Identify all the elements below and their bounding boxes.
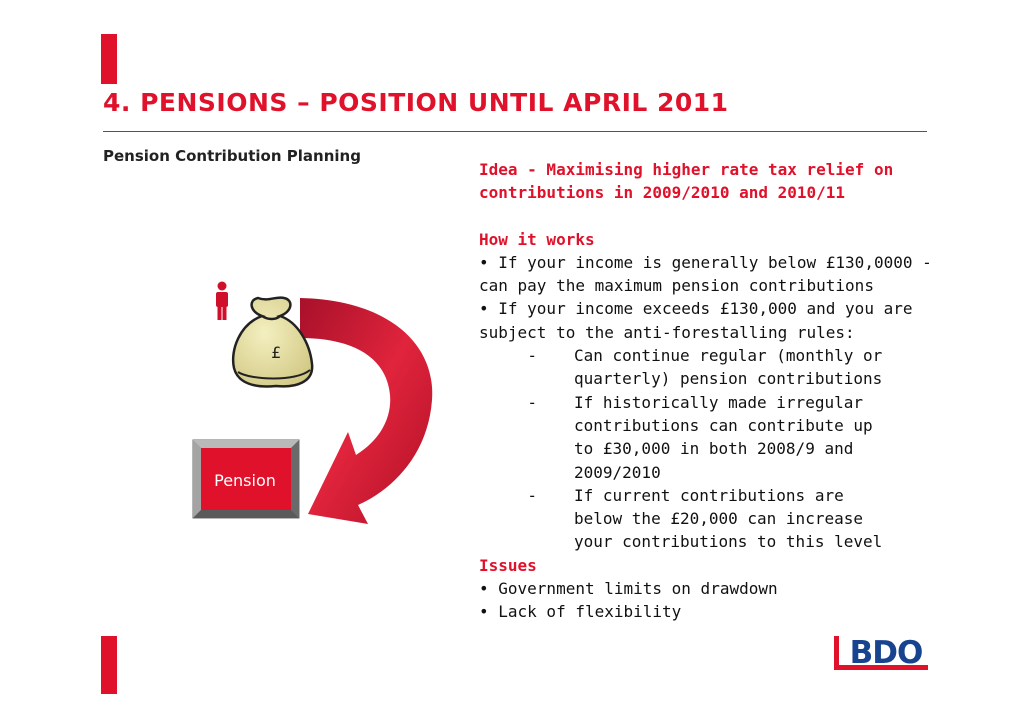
content-column xyxy=(479,158,932,624)
how-line-4: subject to the anti-forestalling rules: xyxy=(479,322,855,342)
money-bag-symbol: £ xyxy=(271,343,281,362)
sub-item xyxy=(479,391,909,484)
idea-heading-line-1: Idea - Maximising higher rate tax relief on xyxy=(479,160,894,179)
sub-item xyxy=(479,484,909,554)
sub-item-dash: - xyxy=(527,346,537,366)
pension-box-label: Pension xyxy=(214,471,276,490)
title-divider xyxy=(103,131,927,132)
how-it-works-heading: How it works xyxy=(479,229,595,249)
accent-bar-top xyxy=(101,34,117,84)
issues-heading: Issues xyxy=(479,555,537,575)
issue-item: • Government limits on drawdown xyxy=(479,579,778,599)
slide-title: 4. PENSIONS – POSITION UNTIL APRIL 2011 xyxy=(103,88,729,117)
bdo-logo xyxy=(834,634,928,672)
how-line-2: can pay the maximum pension contributions xyxy=(479,276,874,296)
sub-item xyxy=(479,344,909,391)
sub-item-text: Can continue regular (monthly or quarterly) pension contributions xyxy=(574,346,883,389)
person-icon xyxy=(216,282,228,321)
sub-item-text: If historically made irregular contributions can contribute up to £30,000 in both 2008/9 and 2009/2010 xyxy=(574,392,873,482)
how-line-3: • If your income exceeds £130,000 and you are xyxy=(479,299,913,319)
slide-subtitle: Pension Contribution Planning xyxy=(103,147,361,165)
how-line-1: • If your income is generally below £130,0000 - xyxy=(479,252,932,272)
pension-diagram xyxy=(150,270,450,580)
idea-heading-line-2: contributions in 2009/2010 and 2010/11 xyxy=(479,183,846,203)
pension-box xyxy=(193,440,299,518)
spacer xyxy=(479,205,909,228)
issue-item: • Lack of flexibility xyxy=(479,602,682,622)
curved-arrow xyxy=(300,298,432,524)
sub-item-dash: - xyxy=(527,392,537,412)
accent-bar-bottom xyxy=(101,636,117,694)
bdo-logo-text: BDO xyxy=(849,635,923,671)
sub-item-dash: - xyxy=(527,485,537,505)
sub-item-text: If current contributions are below the £20,000 can increase your contributions to this level xyxy=(574,485,883,552)
